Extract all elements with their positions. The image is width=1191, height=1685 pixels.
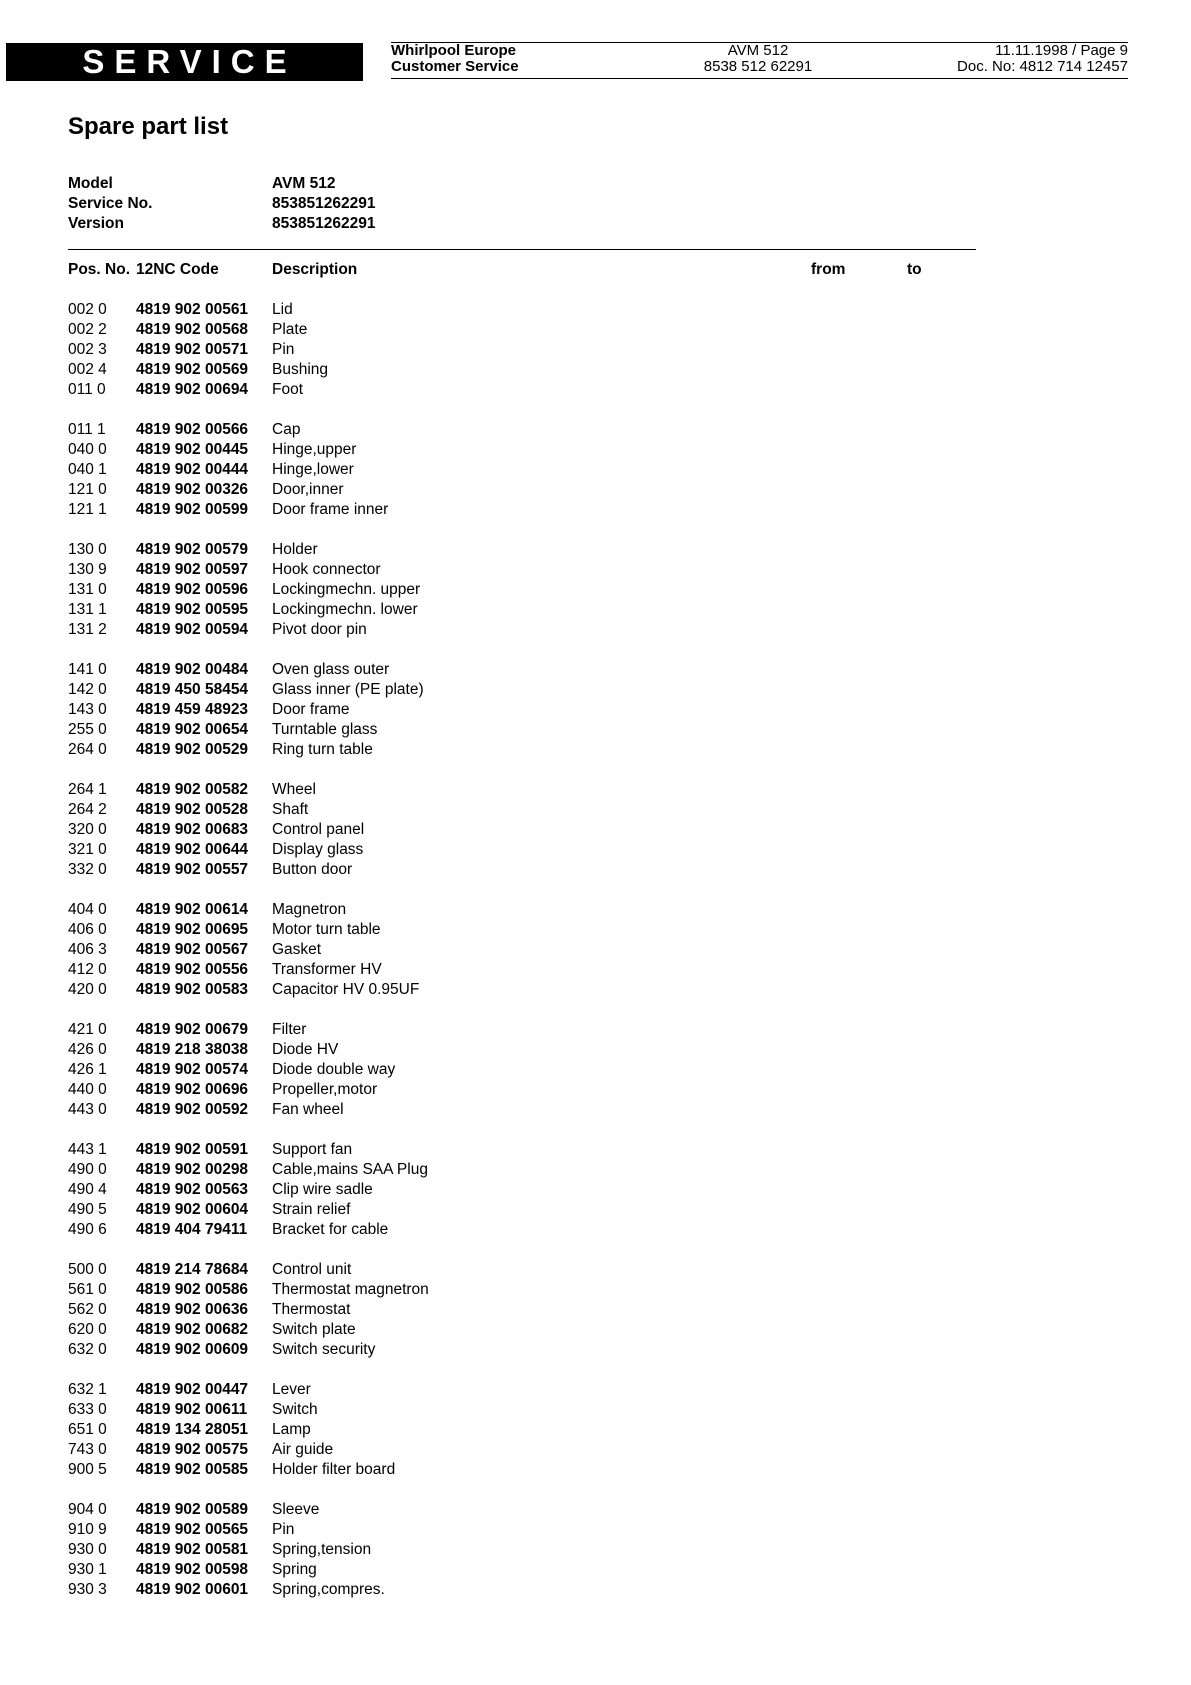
part-position: 121 1 (68, 501, 107, 518)
part-description: Lockingmechn. upper (272, 581, 421, 598)
part-description: Foot (272, 381, 304, 398)
part-description: Plate (272, 321, 308, 338)
meta-value: AVM 512 (272, 175, 336, 192)
part-description: Fan wheel (272, 1101, 344, 1118)
part-code: 4819 404 79411 (136, 1221, 248, 1238)
part-description: Hook connector (272, 561, 381, 578)
part-code: 4819 902 00575 (136, 1441, 249, 1458)
part-position: 131 0 (68, 581, 107, 598)
part-code: 4819 902 00583 (136, 981, 249, 998)
part-code: 4819 902 00589 (136, 1501, 249, 1518)
part-description: Diode double way (272, 1061, 396, 1078)
header-model: AVM 512 (727, 42, 789, 59)
part-description: Turntable glass (272, 721, 378, 738)
part-description: Pivot door pin (272, 621, 367, 638)
part-description: Spring,compres. (272, 1581, 385, 1598)
part-code: 4819 902 00596 (136, 581, 249, 598)
part-position: 930 1 (68, 1561, 107, 1578)
part-position: 130 9 (68, 561, 107, 578)
part-description: Hinge,upper (272, 441, 357, 458)
part-code: 4819 902 00604 (136, 1201, 249, 1218)
part-code: 4819 902 00529 (136, 741, 249, 758)
part-description: Magnetron (272, 901, 347, 918)
part-position: 490 6 (68, 1221, 107, 1238)
part-code: 4819 902 00601 (136, 1581, 249, 1598)
part-code: 4819 902 00568 (136, 321, 249, 338)
part-description: Pin (272, 341, 295, 358)
part-position: 011 1 (68, 421, 106, 438)
part-position: 632 1 (68, 1381, 107, 1398)
part-position: 900 5 (68, 1461, 107, 1478)
part-description: Gasket (272, 941, 322, 958)
part-code: 4819 902 00579 (136, 541, 249, 558)
part-description: Lid (272, 301, 293, 318)
part-position: 002 4 (68, 361, 107, 378)
part-code: 4819 902 00565 (136, 1521, 249, 1538)
part-description: Button door (272, 861, 353, 878)
table-divider (68, 249, 976, 250)
part-description: Control unit (272, 1261, 352, 1278)
part-code: 4819 902 00484 (136, 661, 249, 678)
part-code: 4819 902 00567 (136, 941, 249, 958)
part-code: 4819 218 38038 (136, 1041, 249, 1058)
part-code: 4819 902 00598 (136, 1561, 249, 1578)
part-description: Cable,mains SAA Plug (272, 1161, 428, 1178)
part-position: 404 0 (68, 901, 107, 918)
part-position: 320 0 (68, 821, 107, 838)
part-position: 131 2 (68, 621, 107, 638)
part-position: 264 2 (68, 801, 107, 818)
part-position: 264 0 (68, 741, 107, 758)
part-code: 4819 902 00682 (136, 1321, 249, 1338)
part-position: 141 0 (68, 661, 107, 678)
part-position: 651 0 (68, 1421, 107, 1438)
part-description: Switch plate (272, 1321, 356, 1338)
part-description: Transformer HV (272, 961, 382, 978)
header-date-page: 11.11.1998 / Page 9 (995, 42, 1128, 59)
column-header-description: Description (272, 261, 358, 278)
part-description: Spring (272, 1561, 317, 1578)
part-code: 4819 902 00326 (136, 481, 249, 498)
part-description: Shaft (272, 801, 309, 818)
part-description: Door frame inner (272, 501, 389, 518)
meta-label: Model (68, 175, 113, 192)
part-description: Capacitor HV 0.95UF (272, 981, 420, 998)
part-description: Switch (272, 1401, 318, 1418)
part-code: 4819 902 00636 (136, 1301, 249, 1318)
header-service-number: 8538 512 62291 (703, 58, 813, 75)
company-department: Customer Service (391, 58, 519, 75)
part-description: Lever (272, 1381, 311, 1398)
part-description: Pin (272, 1521, 295, 1538)
part-description: Door,inner (272, 481, 344, 498)
part-code: 4819 902 00561 (136, 301, 249, 318)
part-position: 904 0 (68, 1501, 107, 1518)
part-code: 4819 902 00679 (136, 1021, 249, 1038)
part-code: 4819 902 00614 (136, 901, 249, 918)
part-position: 440 0 (68, 1081, 107, 1098)
part-position: 130 0 (68, 541, 107, 558)
column-header-pos: Pos. No. (68, 261, 131, 278)
part-position: 406 0 (68, 921, 107, 938)
part-position: 490 4 (68, 1181, 107, 1198)
part-position: 561 0 (68, 1281, 107, 1298)
part-code: 4819 902 00569 (136, 361, 249, 378)
part-description: Motor turn table (272, 921, 381, 938)
part-code: 4819 902 00595 (136, 601, 249, 618)
part-description: Filter (272, 1021, 307, 1038)
part-description: Hinge,lower (272, 461, 354, 478)
part-description: Spring,tension (272, 1541, 372, 1558)
part-code: 4819 902 00445 (136, 441, 249, 458)
part-code: 4819 902 00696 (136, 1081, 249, 1098)
part-code: 4819 459 48923 (136, 701, 249, 718)
column-header-code: 12NC Code (136, 261, 219, 278)
part-description: Sleeve (272, 1501, 320, 1518)
part-position: 332 0 (68, 861, 107, 878)
part-position: 930 0 (68, 1541, 107, 1558)
part-position: 321 0 (68, 841, 107, 858)
part-description: Ring turn table (272, 741, 373, 758)
part-position: 490 0 (68, 1161, 107, 1178)
part-description: Bushing (272, 361, 329, 378)
part-position: 040 1 (68, 461, 107, 478)
meta-label: Version (68, 215, 124, 232)
part-code: 4819 902 00585 (136, 1461, 249, 1478)
part-position: 426 1 (68, 1061, 107, 1078)
part-code: 4819 902 00563 (136, 1181, 249, 1198)
part-code: 4819 902 00556 (136, 961, 249, 978)
part-code: 4819 902 00528 (136, 801, 249, 818)
part-description: Diode HV (272, 1041, 339, 1058)
company-name: Whirlpool Europe (391, 42, 516, 59)
column-header-from: from (811, 261, 846, 278)
part-description: Support fan (272, 1141, 353, 1158)
part-position: 143 0 (68, 701, 107, 718)
part-description: Control panel (272, 821, 365, 838)
part-position: 406 3 (68, 941, 107, 958)
part-position: 910 9 (68, 1521, 107, 1538)
part-position: 930 3 (68, 1581, 107, 1598)
part-code: 4819 902 00695 (136, 921, 249, 938)
part-code: 4819 902 00594 (136, 621, 249, 638)
part-description: Holder (272, 541, 318, 558)
part-code: 4819 902 00654 (136, 721, 249, 738)
part-code: 4819 902 00444 (136, 461, 249, 478)
part-description: Display glass (272, 841, 364, 858)
part-description: Oven glass outer (272, 661, 390, 678)
part-code: 4819 902 00566 (136, 421, 249, 438)
part-description: Holder filter board (272, 1461, 396, 1478)
part-code: 4819 902 00683 (136, 821, 249, 838)
part-code: 4819 902 00609 (136, 1341, 249, 1358)
part-description: Lamp (272, 1421, 311, 1438)
part-position: 040 0 (68, 441, 107, 458)
part-position: 264 1 (68, 781, 107, 798)
part-position: 743 0 (68, 1441, 107, 1458)
part-description: Air guide (272, 1441, 334, 1458)
meta-label: Service No. (68, 195, 153, 212)
part-code: 4819 902 00597 (136, 561, 249, 578)
part-code: 4819 902 00591 (136, 1141, 249, 1158)
part-code: 4819 902 00582 (136, 781, 249, 798)
part-code: 4819 450 58454 (136, 681, 249, 698)
meta-value: 853851262291 (272, 215, 376, 232)
part-position: 443 1 (68, 1141, 107, 1158)
part-description: Propeller,motor (272, 1081, 378, 1098)
part-description: Wheel (272, 781, 316, 798)
part-position: 620 0 (68, 1321, 107, 1338)
part-description: Clip wire sadle (272, 1181, 373, 1198)
part-code: 4819 902 00644 (136, 841, 249, 858)
part-code: 4819 134 28051 (136, 1421, 249, 1438)
part-code: 4819 902 00557 (136, 861, 249, 878)
part-code: 4819 902 00611 (136, 1401, 248, 1418)
part-description: Lockingmechn. lower (272, 601, 418, 618)
part-description: Thermostat magnetron (272, 1281, 429, 1298)
part-position: 500 0 (68, 1261, 107, 1278)
part-position: 131 1 (68, 601, 107, 618)
column-header-to: to (907, 261, 922, 278)
part-position: 562 0 (68, 1301, 107, 1318)
part-code: 4819 902 00599 (136, 501, 249, 518)
part-code: 4819 902 00571 (136, 341, 249, 358)
part-description: Door frame (272, 701, 350, 718)
part-position: 002 0 (68, 301, 107, 318)
part-description: Glass inner (PE plate) (272, 681, 424, 698)
part-code: 4819 902 00298 (136, 1161, 249, 1178)
part-code: 4819 902 00586 (136, 1281, 249, 1298)
part-code: 4819 902 00581 (136, 1541, 249, 1558)
part-position: 255 0 (68, 721, 107, 738)
part-position: 490 5 (68, 1201, 107, 1218)
part-position: 632 0 (68, 1341, 107, 1358)
part-position: 633 0 (68, 1401, 107, 1418)
part-description: Switch security (272, 1341, 376, 1358)
part-code: 4819 902 00447 (136, 1381, 249, 1398)
part-code: 4819 902 00574 (136, 1061, 249, 1078)
part-position: 142 0 (68, 681, 107, 698)
part-description: Thermostat (272, 1301, 351, 1318)
part-position: 426 0 (68, 1041, 107, 1058)
part-description: Bracket for cable (272, 1221, 389, 1238)
header-rule-bottom (391, 78, 1128, 79)
part-position: 002 3 (68, 341, 107, 358)
part-position: 121 0 (68, 481, 107, 498)
header-doc-number: Doc. No: 4812 714 12457 (957, 58, 1128, 75)
part-description: Cap (272, 421, 301, 438)
part-code: 4819 902 00592 (136, 1101, 249, 1118)
service-badge: SERVICE (6, 43, 363, 81)
part-position: 421 0 (68, 1021, 107, 1038)
page-title: Spare part list (68, 113, 229, 140)
part-code: 4819 214 78684 (136, 1261, 249, 1278)
meta-value: 853851262291 (272, 195, 376, 212)
part-position: 420 0 (68, 981, 107, 998)
part-position: 002 2 (68, 321, 107, 338)
part-position: 443 0 (68, 1101, 107, 1118)
part-position: 412 0 (68, 961, 107, 978)
part-description: Strain relief (272, 1201, 351, 1218)
part-position: 011 0 (68, 381, 106, 398)
part-code: 4819 902 00694 (136, 381, 249, 398)
